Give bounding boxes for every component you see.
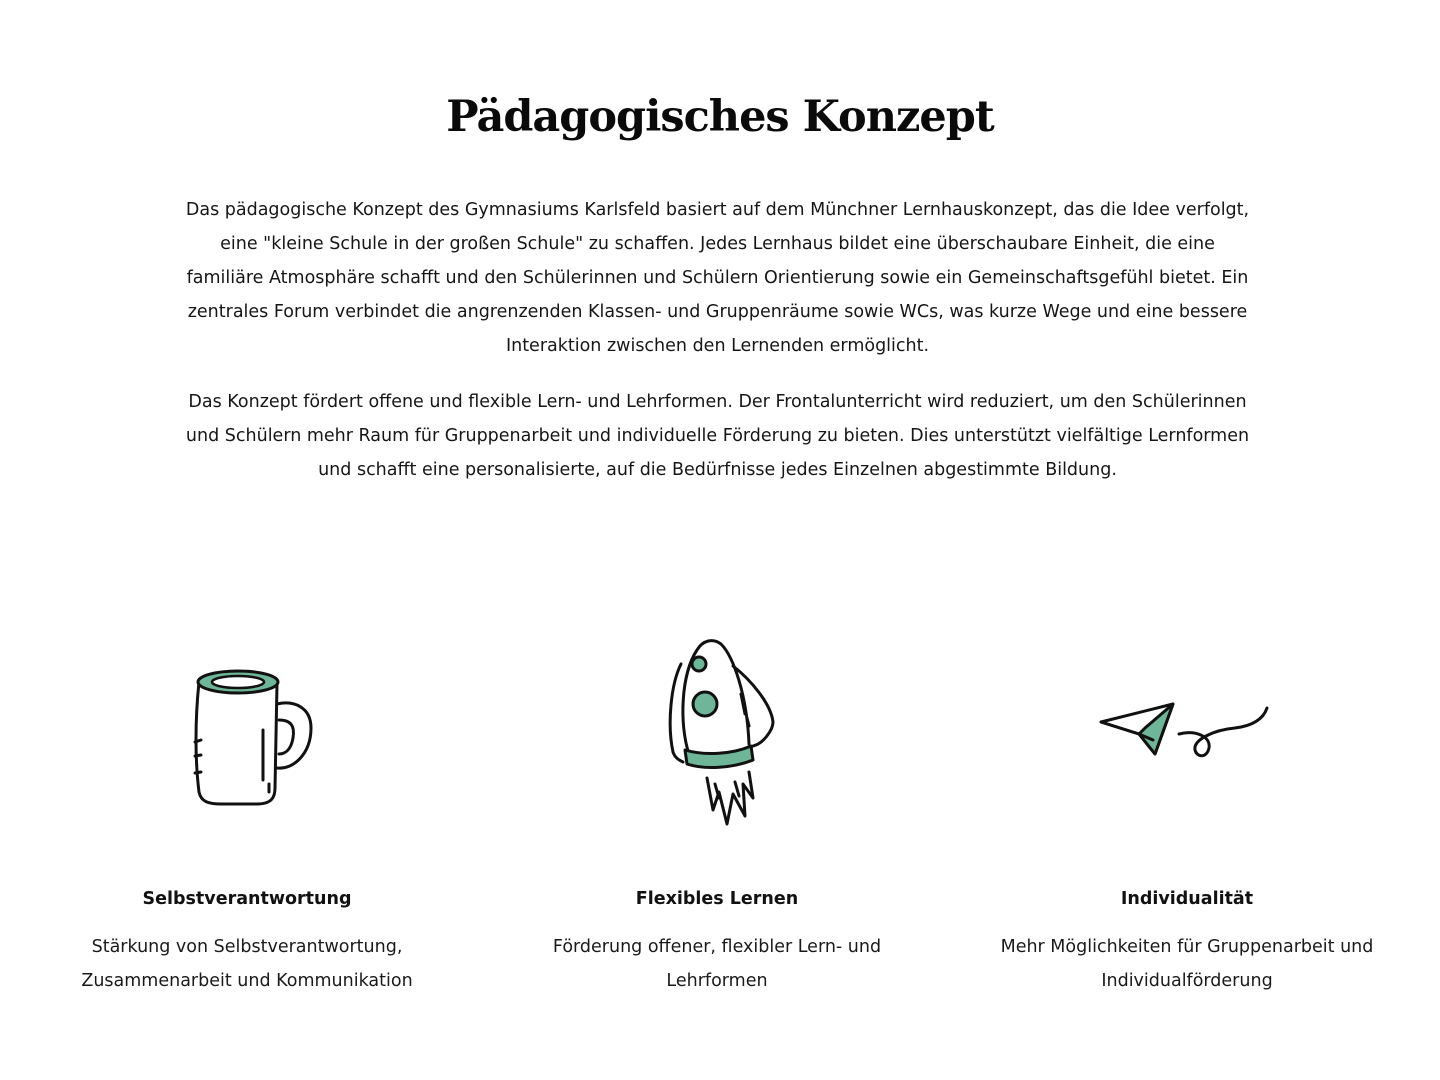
rocket-icon — [653, 634, 793, 834]
feature-card — [977, 620, 1397, 991]
intro-text — [180, 193, 1255, 509]
feature-description: Stärkung von Selbstverantwortung, Zusammenarbeit und Kommunikation — [81, 937, 413, 991]
section-title: Pädagogisches Konzept — [446, 92, 994, 142]
feature-card — [37, 620, 457, 991]
feature-title: Individualität — [1120, 889, 1254, 909]
mug-icon — [187, 660, 327, 810]
feature-icon-wrap — [507, 620, 927, 850]
feature-title: Selbstverantwortung — [142, 889, 352, 909]
intro-paragraph: Das pädagogische Konzept des Gymnasiums Karlsfeld basiert auf dem Münchner Lernhauskonzept, das die Idee verfolgt, eine "kleine Schule in der großen Schule" zu schaffen. Jedes Lernhaus bildet eine überschaubare Einheit, die eine familiäre Atmosphäre schafft und den Schülerinnen und Schülern Orientierung sowie ein Gemeinschaftsgefühl bietet. Ein zentrales Forum verbindet die angrenzenden Klassen- und Gruppenräume sowie WCs, was kurze Wege und eine bessere Interaktion zwischen den Lernenden ermöglicht. — [185, 200, 1250, 356]
feature-description: Förderung offener, flexibler Lern- und Lehrformen — [552, 937, 882, 991]
feature-description: Mehr Möglichkeiten für Gruppenarbeit und Individualförderung — [1000, 937, 1374, 991]
feature-title: Flexibles Lernen — [635, 889, 799, 909]
feature-icon-wrap — [977, 620, 1397, 850]
feature-card — [507, 620, 927, 991]
paper-plane-icon — [1095, 698, 1285, 778]
feature-icon-wrap — [37, 620, 457, 850]
feature-list — [0, 620, 1440, 1020]
intro-paragraph: Das Konzept fördert offene und flexible Lern- und Lehrformen. Der Frontalunterricht wird reduziert, um den Schülerinnen und Schülern mehr Raum für Gruppenarbeit und individuelle Förderung zu bieten. Dies unterstützt vielfältige Lernformen und schafft eine personalisierte, auf die Bedürfnisse jedes Einzelnen abgestimmte Bildung. — [185, 392, 1250, 480]
